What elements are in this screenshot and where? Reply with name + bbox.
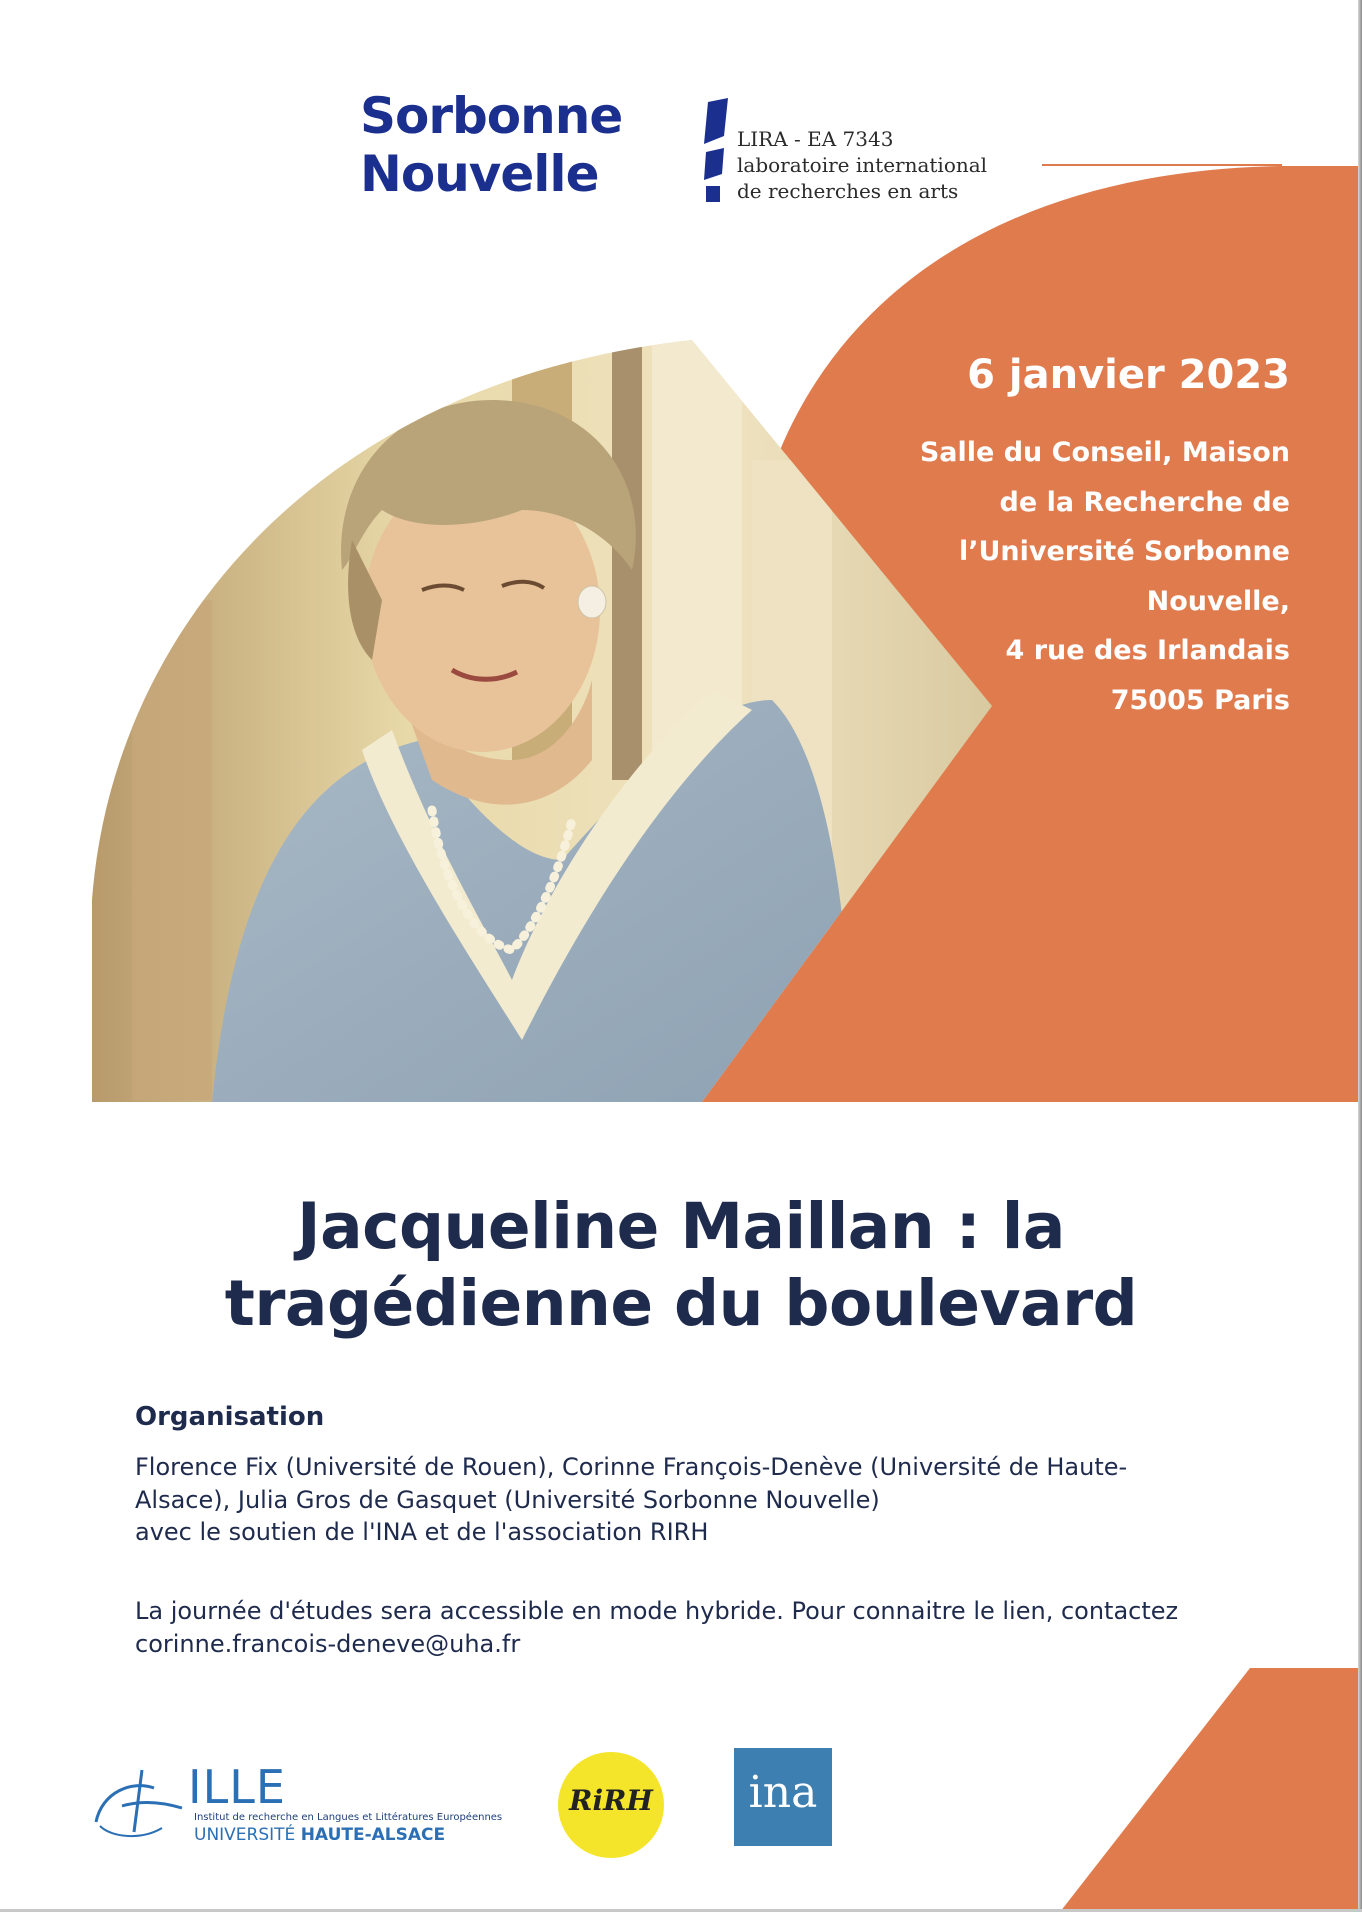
- title-line-2: tragédienne du boulevard: [224, 1267, 1138, 1340]
- event-date: 6 janvier 2023: [967, 352, 1290, 398]
- venue-line: 75005 Paris: [1110, 684, 1290, 716]
- page-edge-right: [1358, 0, 1362, 1912]
- organisation-line: avec le soutien de l'INA et de l'association RIRH: [135, 1518, 709, 1546]
- venue-line: Salle du Conseil, Maison: [919, 437, 1290, 468]
- ille-university-name: HAUTE-ALSACE: [300, 1825, 446, 1845]
- ille-university-prefix: UNIVERSITÉ: [194, 1825, 296, 1845]
- rirh-logo: [558, 1752, 664, 1858]
- lab-name: [737, 126, 987, 204]
- ille-subtitle: Institut de recherche en Langues et Littératures Européennes: [194, 1812, 503, 1823]
- logo-line-1: Sorbonne: [360, 87, 623, 145]
- hybrid-note: [135, 1595, 1178, 1660]
- organisation-heading: Organisation: [135, 1402, 325, 1432]
- logo-mark-icon: [698, 96, 732, 204]
- organisation-line: Florence Fix (Université de Rouen), Corinne François-Denève (Université de Haute-: [135, 1453, 1128, 1481]
- venue-line: l’Université Sorbonne: [958, 536, 1290, 567]
- venue-line: Nouvelle,: [1146, 585, 1290, 617]
- header-rule: [1042, 164, 1282, 166]
- ille-swoosh-icon: [92, 1762, 192, 1842]
- ina-name: ina: [748, 1767, 818, 1818]
- event-title: [0, 1188, 1362, 1342]
- ille-name: ILLE: [188, 1760, 286, 1814]
- sorbonne-nouvelle-logo: [360, 88, 732, 206]
- logo-line-2: Nouvelle: [360, 145, 599, 203]
- orange-corner-shape: [1060, 1668, 1362, 1912]
- organisation-line: Alsace), Julia Gros de Gasquet (Université Sorbonne Nouvelle): [135, 1485, 880, 1514]
- venue-line: de la Recherche de: [999, 486, 1290, 518]
- contact-email[interactable]: corinne.francois-deneve@uha.fr: [135, 1629, 521, 1658]
- ille-logo: [92, 1760, 503, 1845]
- lab-line-1: LIRA - EA 7343: [737, 127, 894, 151]
- portrait-photo: [92, 340, 992, 1102]
- rirh-name: RiRH: [569, 1784, 653, 1817]
- lab-line-3: de recherches en arts: [737, 179, 959, 203]
- ille-university: [194, 1825, 445, 1845]
- event-venue: [870, 428, 1290, 725]
- lab-line-2: laboratoire international: [737, 153, 988, 177]
- event-info: [870, 350, 1290, 725]
- venue-line: 4 rue des Irlandais: [1005, 635, 1290, 666]
- organisation-text: [135, 1451, 1127, 1549]
- ina-logo: [734, 1748, 832, 1846]
- title-line-1: Jacqueline Maillan : la: [297, 1190, 1065, 1263]
- note-line: La journée d'études sera accessible en mode hybride. Pour connaitre le lien, contactez: [135, 1597, 1179, 1625]
